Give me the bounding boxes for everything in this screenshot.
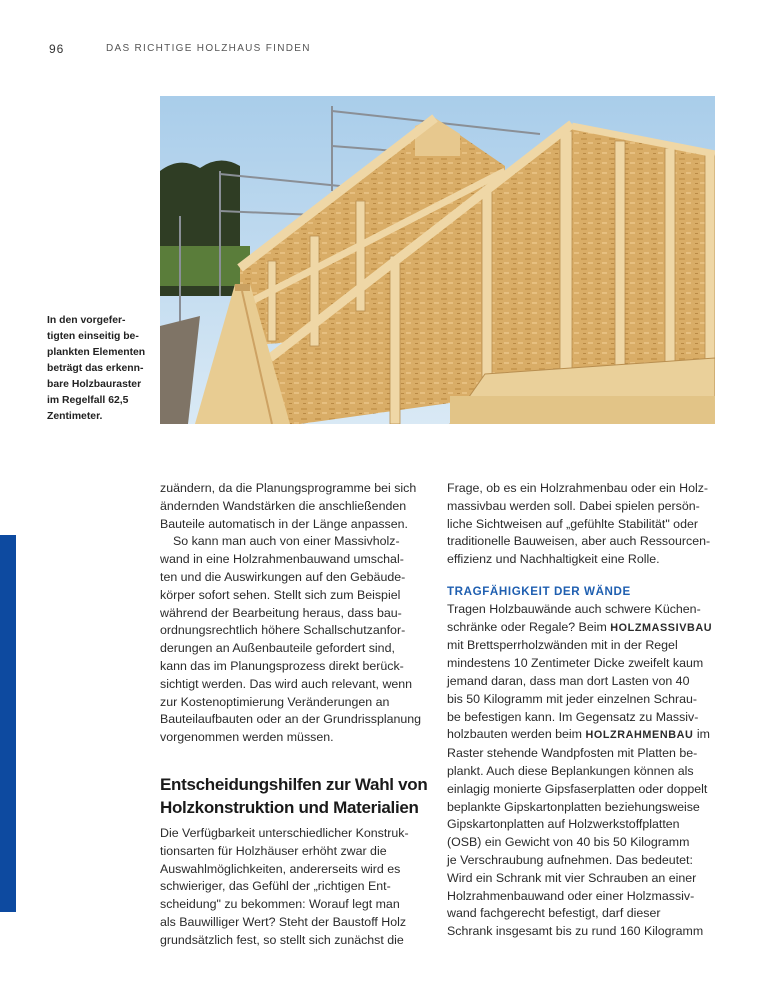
page-number: 96 xyxy=(49,42,65,56)
text-line: scheidung" zu bekommen: Worauf legt man xyxy=(160,897,400,912)
figure-caption xyxy=(47,313,147,425)
text-line: ordnungsrechtlich höhere Schallschutzanfor- xyxy=(160,623,406,638)
paragraph xyxy=(447,601,717,941)
section-heading xyxy=(160,773,430,819)
text-line: körper sofort sehen. Stellt sich zum Beispiel xyxy=(160,587,401,602)
text-line: schwieriger, das Gefühl der „richtigen Ent- xyxy=(160,879,391,894)
caption-line: Zentimeter. xyxy=(47,411,103,422)
running-head: DAS RICHTIGE HOLZHAUS FINDEN xyxy=(106,43,311,54)
caption-line: im Regelfall 62,5 xyxy=(47,395,129,406)
text-line: Holzrahmenbauwand oder einer Holzmassiv- xyxy=(447,888,695,903)
text-line: zuändern, da die Planungsprogramme bei sich xyxy=(160,481,417,495)
text-line: be befestigen kann. Im Gegensatz zu Massiv- xyxy=(447,709,699,724)
blue-edge-bar xyxy=(0,535,16,912)
caps-term: HOLZMASSIVBAU xyxy=(610,621,713,634)
text-fragment: im xyxy=(693,727,710,742)
left-column xyxy=(160,480,430,950)
text-line: Tragen Holzbauwände auch schwere Küchen- xyxy=(447,601,701,616)
timber-frame-photo xyxy=(160,96,715,424)
text-line: jemand daran, dass man dort Lasten von 40 xyxy=(447,673,690,688)
paragraph xyxy=(447,480,717,569)
heading-line: Holzkonstruktion und Materialien xyxy=(160,797,419,817)
text-line: plankt. Auch diese Beplankungen können als xyxy=(447,763,694,778)
text-fragment: schränke oder Regale? Beim xyxy=(447,619,611,634)
caption-line: bare Holzbauraster xyxy=(47,379,142,390)
text-line: als Bauwilliger Wert? Steht der Baustoff Holz xyxy=(160,914,407,929)
timber-frame-illustration xyxy=(160,96,715,424)
text-line: Wird ein Schrank mit vier Schrauben an einer xyxy=(447,870,697,885)
heading-line: Entscheidungshilfen zur Wahl von xyxy=(160,774,428,794)
text-line: Bauteilaufbauten oder an der Grundrissplanung xyxy=(160,712,422,727)
text-line: Raster stehende Wandpfosten mit Platten be- xyxy=(447,746,698,761)
text-line: Frage, ob es ein Holzrahmenbau oder ein Holz- xyxy=(447,481,709,495)
text-line: je Verschraubung aufnehmen. Das bedeutet: xyxy=(447,852,693,867)
text-line: wand in eine Holzrahmenbauwand umschal- xyxy=(160,552,404,567)
text-line: traditionelle Bauweisen, aber auch Ressourcen- xyxy=(447,534,711,549)
caption-line: plankten Elementen xyxy=(47,347,146,358)
text-line: einlagig monierte Gipsfaserplatten oder doppelt xyxy=(447,781,708,796)
text-line: liche Sichtweisen auf „gefühlte Stabilität" oder xyxy=(447,516,698,531)
text-line: beplankte Gipskartonplatten beziehungsweise xyxy=(447,799,700,814)
caption-line: In den vorgefer- xyxy=(47,315,126,326)
text-line: wand fachgerecht befestigt, darf dieser xyxy=(447,906,661,921)
caps-term: HOLZRAHMENBAU xyxy=(585,729,694,742)
text-line: vorgenommen werden müssen. xyxy=(160,730,334,745)
text-line: ten und die Auswirkungen auf den Gebäude- xyxy=(160,569,406,584)
text-line: Bauteile automatisch in der Länge anpassen. xyxy=(160,516,408,531)
text-line: während der Bearbeitung heraus, dass bau- xyxy=(160,605,402,620)
text-line: effizienz und Nachhaltigkeit eine Rolle. xyxy=(447,552,660,567)
subheading: TRAGFÄHIGKEIT DER WÄNDE xyxy=(447,584,631,598)
text-line: grundsätzlich fest, so stellt sich zunächst die xyxy=(160,932,404,947)
paragraph xyxy=(160,825,430,950)
text-line: massivbau werden soll. Dabei spielen persön- xyxy=(447,498,700,513)
right-column xyxy=(447,480,717,941)
text-line: zur Kostenoptimierung Veränderungen an xyxy=(160,694,390,709)
caption-line: beträgt das erkenn- xyxy=(47,363,144,374)
caption-line: tigten einseitig be- xyxy=(47,331,139,342)
text-line: Gipskartonplatten auf Holzwerkstoffplatten xyxy=(447,817,680,832)
text-line: derungen an Außenbauteile gefordert sind, xyxy=(160,641,395,656)
paragraph xyxy=(160,533,430,747)
text-line: mindestens 10 Zentimeter Dicke zweifelt kaum xyxy=(447,656,704,671)
text-line: Schrank insgesamt bis zu rund 160 Kilogramm xyxy=(447,924,704,939)
text-line: kann das im Planungsprozess direkt berück- xyxy=(160,658,404,673)
text-line: mit Brettsperrholzwänden mit in der Regel xyxy=(447,638,678,653)
text-line: tionsarten für Holzhäuser erhöht zwar die xyxy=(160,843,387,858)
text-line xyxy=(447,619,717,638)
text-line xyxy=(447,726,717,745)
paragraph xyxy=(160,480,430,533)
text-line: ändernden Wandstärken die anschließenden xyxy=(160,498,407,513)
text-line: Die Verfügbarkeit unterschiedlicher Konstruk- xyxy=(160,825,409,840)
text-line: bis 50 Kilogramm mit jeder einzelnen Schrau- xyxy=(447,691,697,706)
text-fragment: holzbauten werden beim xyxy=(447,727,586,742)
text-line: So kann man auch von einer Massivholz- xyxy=(173,534,400,549)
text-line: Auswahlmöglichkeiten, andererseits wird es xyxy=(160,861,401,876)
text-line: (OSB) ein Gewicht von 40 bis 50 Kilogramm xyxy=(447,835,690,850)
text-line: sichtigt werden. Das wird auch relevant, wenn xyxy=(160,676,413,691)
